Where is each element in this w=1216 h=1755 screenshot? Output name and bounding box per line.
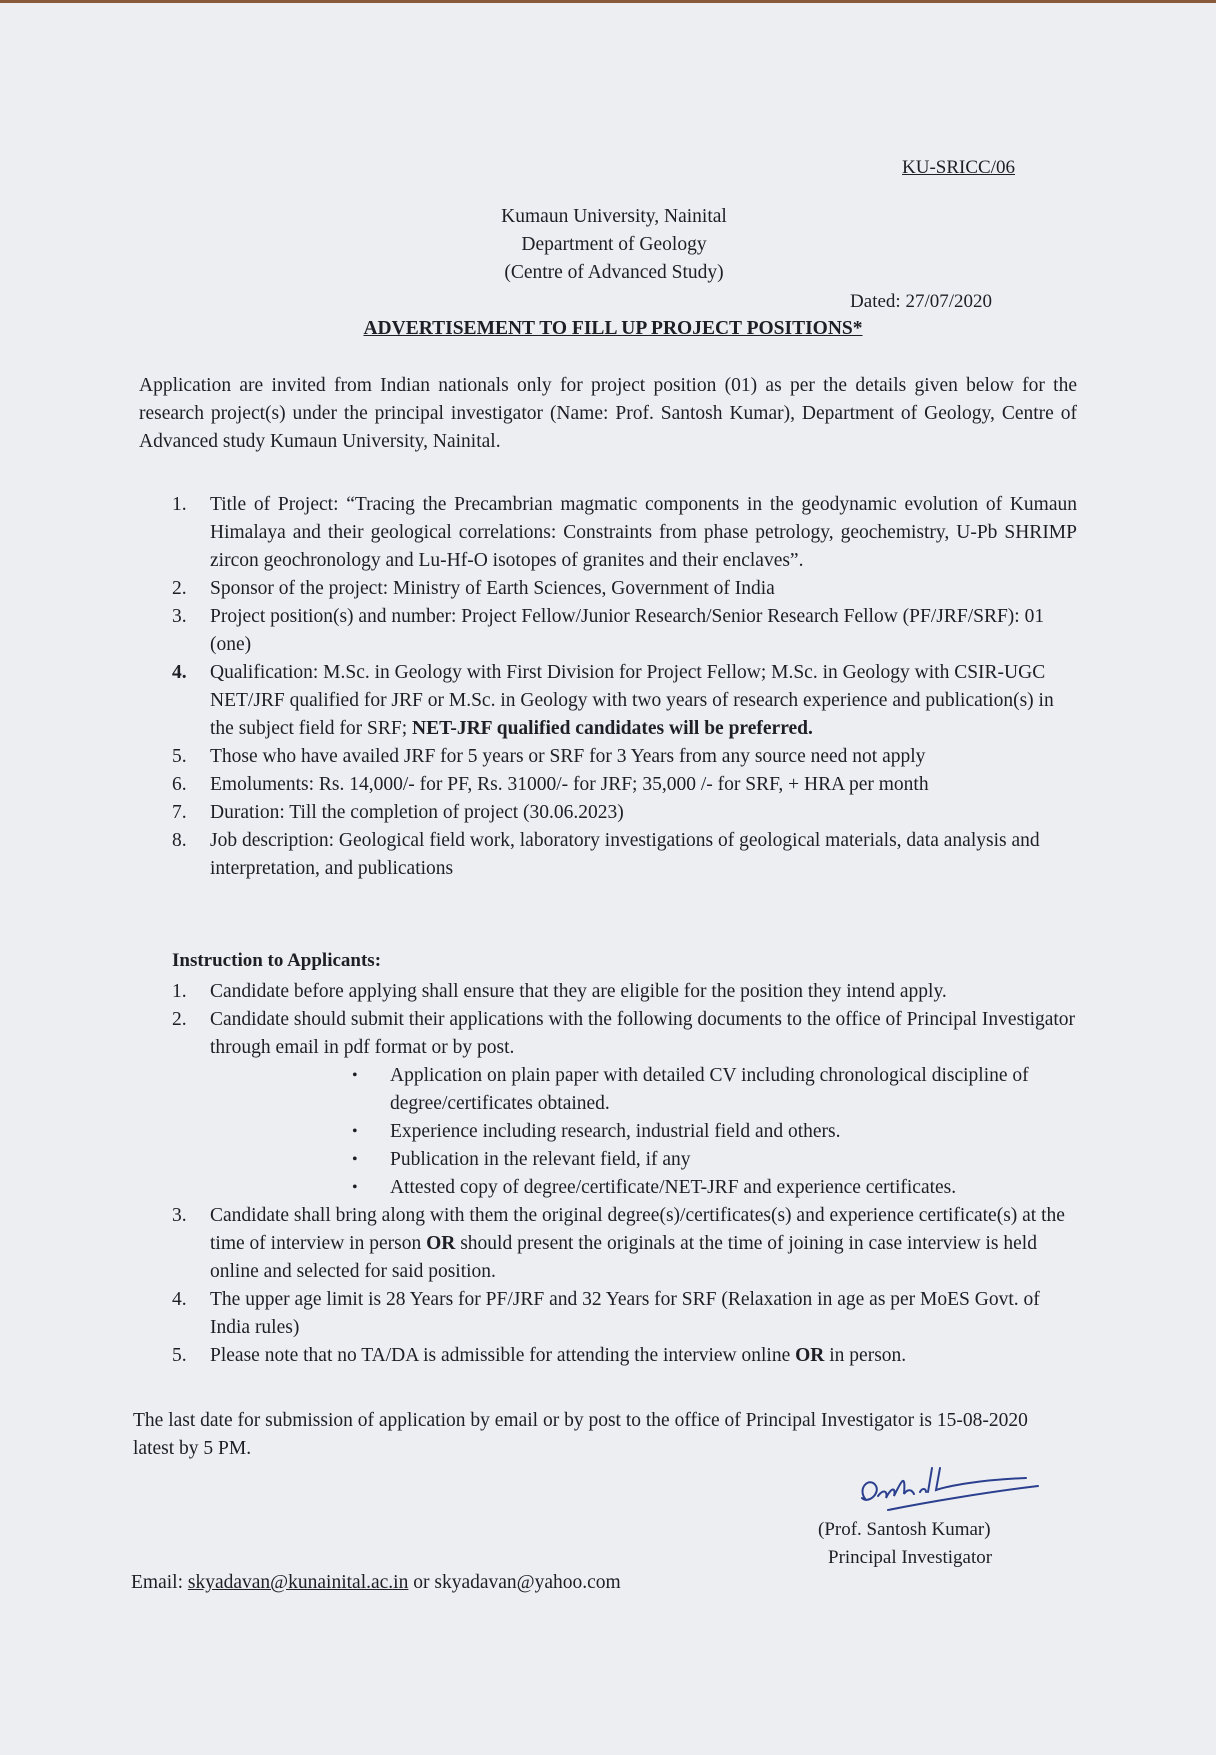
item-text-continued: in person. — [824, 1345, 907, 1366]
signatory-name: (Prof. Santosh Kumar) — [818, 1519, 991, 1540]
item-emphasis: NET-JRF qualified candidates will be preferred. — [412, 718, 813, 739]
email-label: Email: — [131, 1572, 188, 1593]
item-text: Candidate should submit their applications with the following documents to the office of Principal Investigator through email in pdf format or by post. — [210, 1009, 1076, 1058]
item-text: Candidate before applying shall ensure that they are eligible for the position they intend apply. — [210, 981, 947, 1002]
list-item — [172, 491, 1077, 575]
bullet-item — [352, 1118, 1112, 1146]
item-number: 3. — [172, 1205, 187, 1226]
list-item — [172, 1286, 1077, 1342]
list-item — [172, 799, 1077, 827]
item-emphasis: OR — [795, 1345, 825, 1366]
email-link-primary[interactable]: skyadavan@kunainital.ac.in — [187, 1572, 409, 1593]
documents-bullet-list — [210, 1062, 1077, 1202]
project-details-list — [172, 491, 1077, 883]
item-number: 4. — [172, 662, 187, 683]
centre-name: (Centre of Advanced Study) — [504, 262, 724, 283]
item-text: Those who have availed JRF for 5 years or SRF for 3 Years from any source need not apply — [210, 746, 926, 767]
item-number: 5. — [172, 1345, 187, 1366]
item-text: Sponsor of the project: Ministry of Earth Sciences, Government of India — [210, 578, 775, 599]
list-item — [172, 1202, 1077, 1286]
date-line: Dated: 27/07/2020 — [850, 291, 992, 312]
list-item — [172, 743, 1077, 771]
list-item — [172, 603, 1077, 659]
university-name: Kumaun University, Nainital — [501, 206, 727, 227]
email-line — [131, 1572, 621, 1594]
handwritten-signature — [848, 1458, 1048, 1518]
signatory-block — [818, 1516, 992, 1572]
list-item — [172, 1006, 1077, 1202]
bullet-text: Application on plain paper with detailed CV including chronological discipline of degree/certificates obtained. — [390, 1065, 1029, 1114]
list-item — [172, 771, 1077, 799]
bullet-icon: • — [352, 1067, 358, 1084]
bullet-item — [352, 1146, 1112, 1174]
top-edge-line — [0, 0, 1216, 3]
instructions-heading: Instruction to Applicants: — [172, 950, 382, 971]
email-secondary: skyadavan@yahoo.com — [434, 1572, 621, 1593]
list-item — [172, 827, 1077, 883]
item-text: Please note that no TA/DA is admissible for attending the interview online — [210, 1345, 796, 1366]
intro-paragraph: Application are invited from Indian nationals only for project position (01) as per the details given below for the research project(s) under the principal investigator (Name: Prof. Santosh Kumar), Department of Geology, Centre of Advanced study Kumaun University, Nainital. — [139, 375, 1077, 452]
item-number: 6. — [172, 774, 187, 795]
last-date-paragraph: The last date for submission of application by email or by post to the office of Principal Investigator is 15-08-2020 latest by 5 PM. — [133, 1410, 1028, 1459]
bullet-text: Publication in the relevant field, if any — [390, 1149, 691, 1170]
item-text: The upper age limit is 28 Years for PF/JRF and 32 Years for SRF (Relaxation in age as per MoES Govt. of India rules) — [210, 1289, 1040, 1338]
item-text-continued: should present the originals at the time of joining in case interview is held online and selected for said position. — [210, 1233, 1037, 1282]
item-number: 4. — [172, 1289, 187, 1310]
item-number: 1. — [172, 981, 187, 1002]
list-item — [172, 1342, 1077, 1370]
bullet-icon: • — [352, 1123, 358, 1140]
item-number: 1. — [172, 494, 187, 515]
item-number: 8. — [172, 830, 187, 851]
item-text: Candidate shall bring along with them the original degree(s)/certificates(s) and experience certificate(s) at the time of interview in person — [210, 1205, 1065, 1254]
item-text: Duration: Till the completion of project (30.06.2023) — [210, 802, 624, 823]
bullet-text: Attested copy of degree/certificate/NET-JRF and experience certificates. — [390, 1177, 957, 1198]
advertisement-title: ADVERTISEMENT TO FILL UP PROJECT POSITIONS* — [363, 318, 863, 339]
item-text: Qualification: M.Sc. in Geology with First Division for Project Fellow; M.Sc. in Geology with CSIR-UGC NET/JRF qualified for JRF or M.Sc. in Geology with two years of research experience and publication(s) in the subject field for SRF; — [210, 662, 1054, 739]
bullet-icon: • — [352, 1179, 358, 1196]
item-number: 3. — [172, 606, 187, 627]
instructions-list — [172, 978, 1077, 1370]
email-connector: or — [408, 1572, 435, 1593]
item-text: Job description: Geological field work, laboratory investigations of geological materials, data analysis and interpretation, and publications — [210, 830, 1040, 879]
item-text: Emoluments: Rs. 14,000/- for PF, Rs. 31000/- for JRF; 35,000 /- for SRF, + HRA per month — [210, 774, 929, 795]
bullet-icon: • — [352, 1151, 358, 1168]
list-item — [172, 978, 1077, 1006]
item-number: 7. — [172, 802, 187, 823]
item-number: 2. — [172, 1009, 187, 1030]
list-item — [172, 575, 1077, 603]
department-name: Department of Geology — [521, 234, 707, 255]
item-text: Project position(s) and number: Project Fellow/Junior Research/Senior Research Fellow (PF/JRF/SRF): 01 (one) — [210, 606, 1045, 655]
signatory-designation: Principal Investigator — [828, 1547, 993, 1568]
item-number: 5. — [172, 746, 187, 767]
item-emphasis: OR — [426, 1233, 456, 1254]
bullet-item — [352, 1062, 1112, 1118]
letterhead — [0, 203, 1216, 287]
bullet-item — [352, 1174, 1112, 1202]
bullet-text: Experience including research, industrial field and others. — [390, 1121, 841, 1142]
item-text: Title of Project: “Tracing the Precambrian magmatic components in the geodynamic evolution of Kumaun Himalaya and their geological correlations: Constraints from phase petrology, geochemistry, U-Pb SHRIMP zircon geochronology and Lu-Hf-O isotopes of granites and their enclaves”. — [210, 494, 1077, 571]
item-number: 2. — [172, 578, 187, 599]
list-item — [172, 659, 1077, 743]
reference-code: KU-SRICC/06 — [902, 157, 1015, 178]
